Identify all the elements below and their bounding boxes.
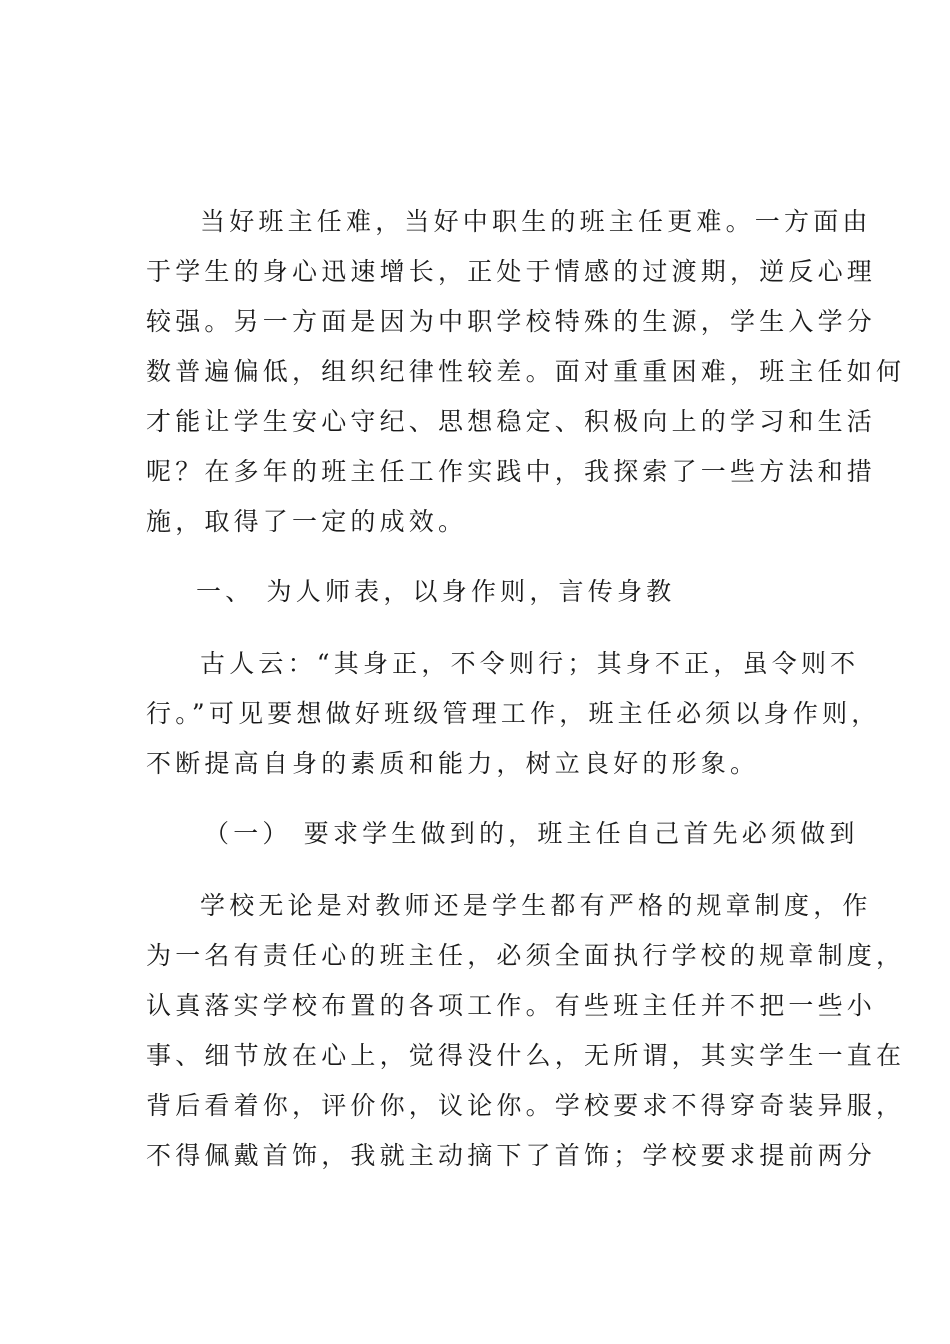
subsection-heading: （一） 要求学生做到的，班主任自己首先必须做到	[204, 819, 859, 848]
text-line: 不断提高自身的素质和能力，树立良好的形象。	[146, 749, 760, 778]
text-line: 于学生的身心迅速增长，正处于情感的过渡期，逆反心理	[146, 257, 877, 286]
text-line: 才能让学生安心守纪、思想稳定、积极向上的学习和生活	[146, 407, 877, 436]
text-line: 认真落实学校布置的各项工作。有些班主任并不把一些小	[146, 991, 877, 1020]
text-line: 古人云：“其身正，不令则行；其身不正，虽令则不	[200, 649, 860, 678]
text-line: 事、细节放在心上，觉得没什么，无所谓，其实学生一直在	[146, 1041, 906, 1070]
text-line: 较强。另一方面是因为中职学校特殊的生源，学生入学分	[146, 307, 877, 336]
text-line: 背后看着你，评价你，议论你。学校要求不得穿奇装异服，	[146, 1091, 906, 1120]
text-line: 施，取得了一定的成效。	[146, 507, 468, 536]
text-line: 为一名有责任心的班主任，必须全面执行学校的规章制度，	[146, 941, 906, 970]
text-line: 不得佩戴首饰，我就主动摘下了首饰；学校要求提前两分	[146, 1141, 877, 1170]
text-line: 行。”可见要想做好班级管理工作，班主任必须以身作则，	[146, 699, 881, 728]
text-line: 呢？在多年的班主任工作实践中，我探索了一些方法和措	[146, 457, 877, 486]
text-line: 当好班主任难，当好中职生的班主任更难。一方面由	[200, 207, 872, 236]
section-heading: 一、 为人师表，以身作则，言传身教	[196, 577, 676, 606]
text-line: 学校无论是对教师还是学生都有严格的规章制度，作	[200, 891, 872, 920]
text-line: 数普遍偏低，组织纪律性较差。面对重重困难，班主任如何	[146, 357, 906, 386]
